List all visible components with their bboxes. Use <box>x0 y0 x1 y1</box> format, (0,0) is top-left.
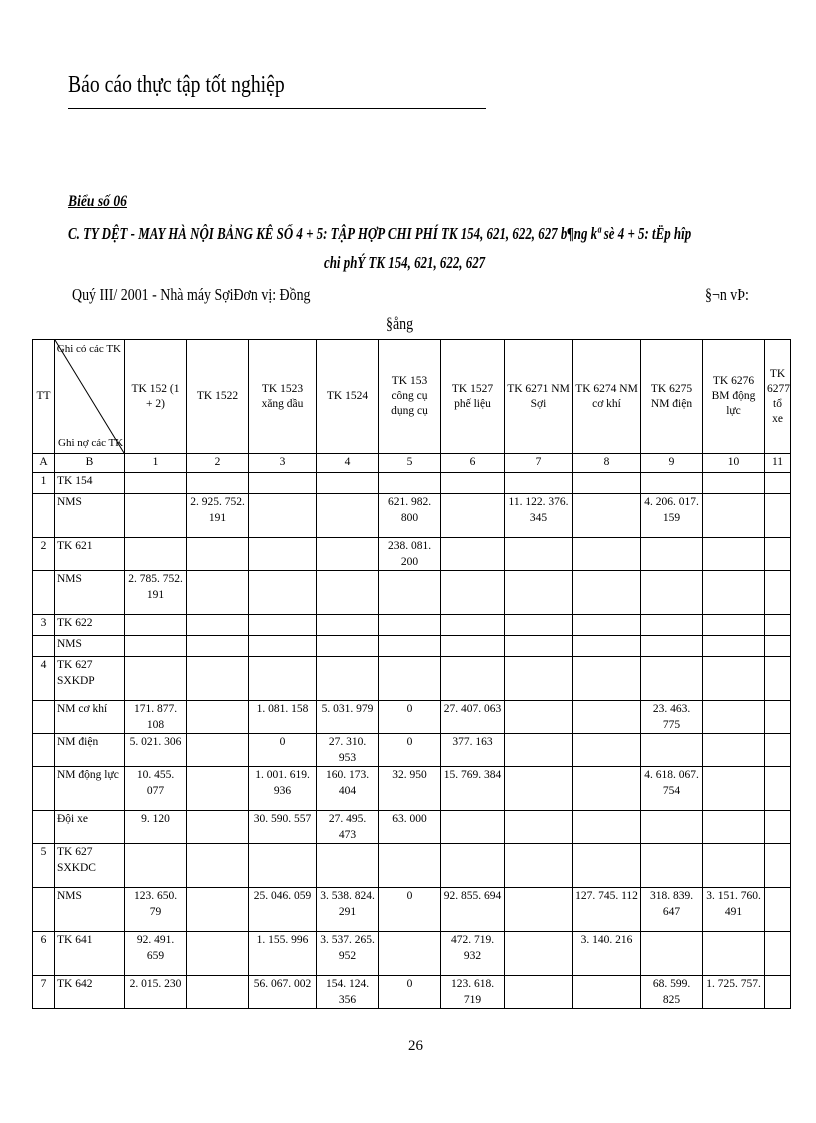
amount-cell <box>379 473 441 494</box>
row-account-cell: TK 627 SXKDP <box>55 657 125 701</box>
amount-cell <box>703 811 765 844</box>
amount-cell <box>441 571 505 615</box>
row-index-cell <box>33 571 55 615</box>
amount-cell: 1. 081. 158 <box>249 701 317 734</box>
amount-cell: 27. 407. 063 <box>441 701 505 734</box>
amount-cell <box>573 494 641 538</box>
amount-cell <box>703 538 765 571</box>
amount-cell: 0 <box>249 734 317 767</box>
amount-cell <box>187 615 249 636</box>
column-code-cell: A <box>33 454 55 473</box>
column-code-cell: 9 <box>641 454 703 473</box>
amount-cell <box>379 844 441 888</box>
amount-cell: 318. 839. 647 <box>641 888 703 932</box>
table-row <box>33 734 791 767</box>
amount-cell <box>573 473 641 494</box>
amount-cell <box>573 657 641 701</box>
amount-cell <box>379 932 441 976</box>
amount-cell <box>441 494 505 538</box>
col-header-4: TK 1524 <box>317 340 379 454</box>
col-header-10: TK 6276 BM động lực <box>703 340 765 454</box>
amount-cell <box>249 571 317 615</box>
row-account-cell: TK 641 <box>55 932 125 976</box>
amount-cell <box>505 473 573 494</box>
amount-cell: 3. 140. 216 <box>573 932 641 976</box>
amount-cell <box>125 473 187 494</box>
row-account-cell: NMS <box>55 888 125 932</box>
amount-cell <box>317 538 379 571</box>
row-account-cell: NMS <box>55 494 125 538</box>
column-code-cell: 10 <box>703 454 765 473</box>
table-row <box>33 701 791 734</box>
row-account-cell: TK 627 SXKDC <box>55 844 125 888</box>
row-index-cell: 2 <box>33 538 55 571</box>
amount-cell: 10. 455. 077 <box>125 767 187 811</box>
amount-cell <box>505 636 573 657</box>
amount-cell: 68. 599. 825 <box>641 976 703 1009</box>
column-code-cell: 1 <box>125 454 187 473</box>
amount-cell <box>187 811 249 844</box>
amount-cell <box>765 657 791 701</box>
amount-cell <box>505 701 573 734</box>
amount-cell <box>441 811 505 844</box>
amount-cell: 11. 122. 376. 345 <box>505 494 573 538</box>
row-index-cell <box>33 494 55 538</box>
row-account-cell: TK 621 <box>55 538 125 571</box>
amount-cell: 5. 021. 306 <box>125 734 187 767</box>
amount-cell <box>505 888 573 932</box>
amount-cell: 621. 982. 800 <box>379 494 441 538</box>
amount-cell: 0 <box>379 888 441 932</box>
row-account-cell: TK 642 <box>55 976 125 1009</box>
amount-cell <box>703 473 765 494</box>
amount-cell <box>505 615 573 636</box>
amount-cell <box>317 571 379 615</box>
table-row <box>33 888 791 932</box>
amount-cell <box>765 767 791 811</box>
table-row <box>33 615 791 636</box>
amount-cell <box>641 932 703 976</box>
amount-cell: 154. 124. 356 <box>317 976 379 1009</box>
row-index-cell: 6 <box>33 932 55 976</box>
amount-cell <box>573 811 641 844</box>
amount-cell: 1. 001. 619. 936 <box>249 767 317 811</box>
row-index-cell: 4 <box>33 657 55 701</box>
amount-cell <box>125 538 187 571</box>
table-body <box>33 473 791 1009</box>
row-index-cell <box>33 888 55 932</box>
amount-cell <box>641 538 703 571</box>
row-account-cell: NMS <box>55 571 125 615</box>
amount-cell <box>187 473 249 494</box>
amount-cell <box>505 767 573 811</box>
amount-cell <box>125 494 187 538</box>
amount-cell <box>703 636 765 657</box>
amount-cell <box>765 538 791 571</box>
unit-label: §¬n vÞ: <box>705 285 749 304</box>
table-row <box>33 767 791 811</box>
column-code-cell: 6 <box>441 454 505 473</box>
amount-cell <box>573 767 641 811</box>
amount-cell <box>505 734 573 767</box>
amount-cell <box>765 976 791 1009</box>
amount-cell <box>379 636 441 657</box>
col-header-8: TK 6274 NM cơ khí <box>573 340 641 454</box>
col-header-3: TK 1523 xăng dầu <box>249 340 317 454</box>
amount-cell <box>573 701 641 734</box>
column-code-cell: 7 <box>505 454 573 473</box>
header-underline <box>68 108 486 109</box>
amount-cell <box>187 767 249 811</box>
table-row <box>33 636 791 657</box>
amount-cell <box>441 636 505 657</box>
column-code-cell: 4 <box>317 454 379 473</box>
column-code-cell: B <box>55 454 125 473</box>
amount-cell: 9. 120 <box>125 811 187 844</box>
column-code-row <box>33 454 791 473</box>
amount-cell <box>765 473 791 494</box>
amount-cell <box>703 571 765 615</box>
amount-cell <box>317 844 379 888</box>
amount-cell <box>187 571 249 615</box>
table-row <box>33 494 791 538</box>
amount-cell <box>187 932 249 976</box>
amount-cell <box>573 636 641 657</box>
amount-cell: 238. 081. 200 <box>379 538 441 571</box>
amount-cell <box>505 538 573 571</box>
amount-cell <box>249 538 317 571</box>
amount-cell <box>441 615 505 636</box>
amount-cell: 32. 950 <box>379 767 441 811</box>
amount-cell: 5. 031. 979 <box>317 701 379 734</box>
amount-cell <box>573 615 641 636</box>
amount-cell: 2. 925. 752. 191 <box>187 494 249 538</box>
amount-cell <box>441 538 505 571</box>
amount-cell: 4. 618. 067. 754 <box>641 767 703 811</box>
report-title-line1: C. TY DỆT - MAY HÀ NỘI BẢNG KÊ SỐ 4 + 5: TẬP HỢP CHI PHÍ TK 154, 621, 622, 627 b¶ng kª sè 4 + 5: tËp hîp <box>68 224 692 243</box>
amount-cell: 123. 650. 79 <box>125 888 187 932</box>
row-index-cell <box>33 734 55 767</box>
amount-cell: 15. 769. 384 <box>441 767 505 811</box>
amount-cell <box>765 636 791 657</box>
amount-cell: 63. 000 <box>379 811 441 844</box>
column-code-cell: 5 <box>379 454 441 473</box>
table-row <box>33 932 791 976</box>
amount-cell <box>125 615 187 636</box>
amount-cell <box>573 734 641 767</box>
amount-cell: 0 <box>379 701 441 734</box>
amount-cell: 92. 491. 659 <box>125 932 187 976</box>
amount-cell <box>187 976 249 1009</box>
col-header-5: TK 153 công cụ dụng cụ <box>379 340 441 454</box>
diag-credit-label: Ghi có các TK <box>56 343 121 355</box>
amount-cell: 3. 151. 760. 491 <box>703 888 765 932</box>
row-account-cell: NM động lực <box>55 767 125 811</box>
amount-cell: 23. 463. 775 <box>641 701 703 734</box>
amount-cell <box>441 473 505 494</box>
amount-cell <box>187 844 249 888</box>
amount-cell <box>703 767 765 811</box>
row-account-cell: Đội xe <box>55 811 125 844</box>
diagonal-header-cell <box>55 340 125 454</box>
amount-cell <box>317 657 379 701</box>
amount-cell <box>249 636 317 657</box>
amount-cell: 127. 745. 112 <box>573 888 641 932</box>
row-index-cell <box>33 767 55 811</box>
amount-cell: 27. 310. 953 <box>317 734 379 767</box>
amount-cell <box>187 701 249 734</box>
amount-cell <box>765 615 791 636</box>
amount-cell <box>641 734 703 767</box>
amount-cell: 1. 155. 996 <box>249 932 317 976</box>
amount-cell <box>187 734 249 767</box>
column-code-cell: 2 <box>187 454 249 473</box>
row-account-cell: NM điện <box>55 734 125 767</box>
column-code-cell: 11 <box>765 454 791 473</box>
amount-cell <box>765 734 791 767</box>
amount-cell <box>249 615 317 636</box>
col-header-9: TK 6275 NM điện <box>641 340 703 454</box>
amount-cell: 160. 173. 404 <box>317 767 379 811</box>
amount-cell <box>249 473 317 494</box>
amount-cell <box>317 473 379 494</box>
amount-cell <box>505 844 573 888</box>
row-account-cell: TK 622 <box>55 615 125 636</box>
page-header-title: Báo cáo thực tập tốt nghiệp <box>68 72 285 98</box>
amount-cell <box>317 636 379 657</box>
amount-cell: 2. 015. 230 <box>125 976 187 1009</box>
page-number: 26 <box>408 1038 423 1054</box>
amount-cell: 1. 725. 757. <box>703 976 765 1009</box>
amount-cell <box>703 494 765 538</box>
amount-cell <box>187 538 249 571</box>
amount-cell <box>249 494 317 538</box>
amount-cell <box>765 844 791 888</box>
cost-summary-table <box>32 339 791 1009</box>
col-header-1: TK 152 (1 + 2) <box>125 340 187 454</box>
unit-label-2: §ång <box>386 314 414 333</box>
amount-cell <box>125 657 187 701</box>
amount-cell: 377. 163 <box>441 734 505 767</box>
amount-cell <box>441 657 505 701</box>
row-account-cell: NMS <box>55 636 125 657</box>
form-label: Biểu số 06 <box>68 193 127 210</box>
table-row <box>33 811 791 844</box>
amount-cell <box>317 494 379 538</box>
amount-cell <box>765 701 791 734</box>
amount-cell <box>765 932 791 976</box>
amount-cell: 123. 618. 719 <box>441 976 505 1009</box>
amount-cell <box>573 844 641 888</box>
amount-cell <box>573 538 641 571</box>
col-header-11: TK 6277 tổ xe <box>765 340 791 454</box>
amount-cell: 30. 590. 557 <box>249 811 317 844</box>
amount-cell <box>505 571 573 615</box>
amount-cell <box>379 615 441 636</box>
table-header-row <box>33 340 791 454</box>
amount-cell <box>505 932 573 976</box>
column-code-cell: 8 <box>573 454 641 473</box>
amount-cell <box>641 473 703 494</box>
amount-cell <box>187 657 249 701</box>
row-index-cell <box>33 811 55 844</box>
amount-cell <box>641 636 703 657</box>
amount-cell <box>573 976 641 1009</box>
amount-cell: 3. 537. 265. 952 <box>317 932 379 976</box>
amount-cell <box>703 657 765 701</box>
row-index-cell <box>33 636 55 657</box>
amount-cell <box>249 844 317 888</box>
col-header-2: TK 1522 <box>187 340 249 454</box>
amount-cell <box>505 657 573 701</box>
amount-cell <box>765 888 791 932</box>
amount-cell <box>441 844 505 888</box>
amount-cell: 92. 855. 694 <box>441 888 505 932</box>
table-row <box>33 976 791 1009</box>
amount-cell <box>125 636 187 657</box>
amount-cell: 27. 495. 473 <box>317 811 379 844</box>
row-index-cell: 1 <box>33 473 55 494</box>
amount-cell: 2. 785. 752. 191 <box>125 571 187 615</box>
amount-cell: 472. 719. 932 <box>441 932 505 976</box>
amount-cell <box>505 811 573 844</box>
row-index-cell: 5 <box>33 844 55 888</box>
amount-cell <box>641 571 703 615</box>
amount-cell: 0 <box>379 976 441 1009</box>
row-index-cell <box>33 701 55 734</box>
col-header-7: TK 6271 NM Sợi <box>505 340 573 454</box>
row-account-cell: NM cơ khí <box>55 701 125 734</box>
amount-cell: 171. 877. 108 <box>125 701 187 734</box>
amount-cell <box>249 657 317 701</box>
amount-cell <box>765 571 791 615</box>
amount-cell <box>703 615 765 636</box>
amount-cell: 3. 538. 824. 291 <box>317 888 379 932</box>
amount-cell: 25. 046. 059 <box>249 888 317 932</box>
report-title-line2: chi phÝ TK 154, 621, 622, 627 <box>324 253 486 272</box>
amount-cell: 0 <box>379 734 441 767</box>
amount-cell <box>641 844 703 888</box>
amount-cell <box>703 932 765 976</box>
diag-debit-label: Ghi nợ các TK <box>58 437 124 449</box>
table-row <box>33 657 791 701</box>
amount-cell <box>765 494 791 538</box>
amount-cell <box>765 811 791 844</box>
table-row <box>33 538 791 571</box>
amount-cell <box>641 615 703 636</box>
report-period: Quý III/ 2001 - Nhà máy SợiĐơn vị: Đồng <box>72 285 311 304</box>
amount-cell <box>641 811 703 844</box>
amount-cell <box>125 844 187 888</box>
row-account-cell: TK 154 <box>55 473 125 494</box>
table-row <box>33 844 791 888</box>
amount-cell: 4. 206. 017. 159 <box>641 494 703 538</box>
row-index-cell: 7 <box>33 976 55 1009</box>
column-code-cell: 3 <box>249 454 317 473</box>
amount-cell <box>505 976 573 1009</box>
amount-cell <box>703 734 765 767</box>
amount-cell <box>641 657 703 701</box>
table-row <box>33 473 791 494</box>
amount-cell <box>703 844 765 888</box>
amount-cell <box>187 636 249 657</box>
col-header-6: TK 1527 phế liệu <box>441 340 505 454</box>
amount-cell <box>573 571 641 615</box>
row-index-cell: 3 <box>33 615 55 636</box>
amount-cell <box>379 657 441 701</box>
col-header-tt: TT <box>33 340 55 454</box>
table-row <box>33 571 791 615</box>
amount-cell <box>379 571 441 615</box>
amount-cell: 56. 067. 002 <box>249 976 317 1009</box>
amount-cell <box>187 888 249 932</box>
amount-cell <box>317 615 379 636</box>
amount-cell <box>703 701 765 734</box>
